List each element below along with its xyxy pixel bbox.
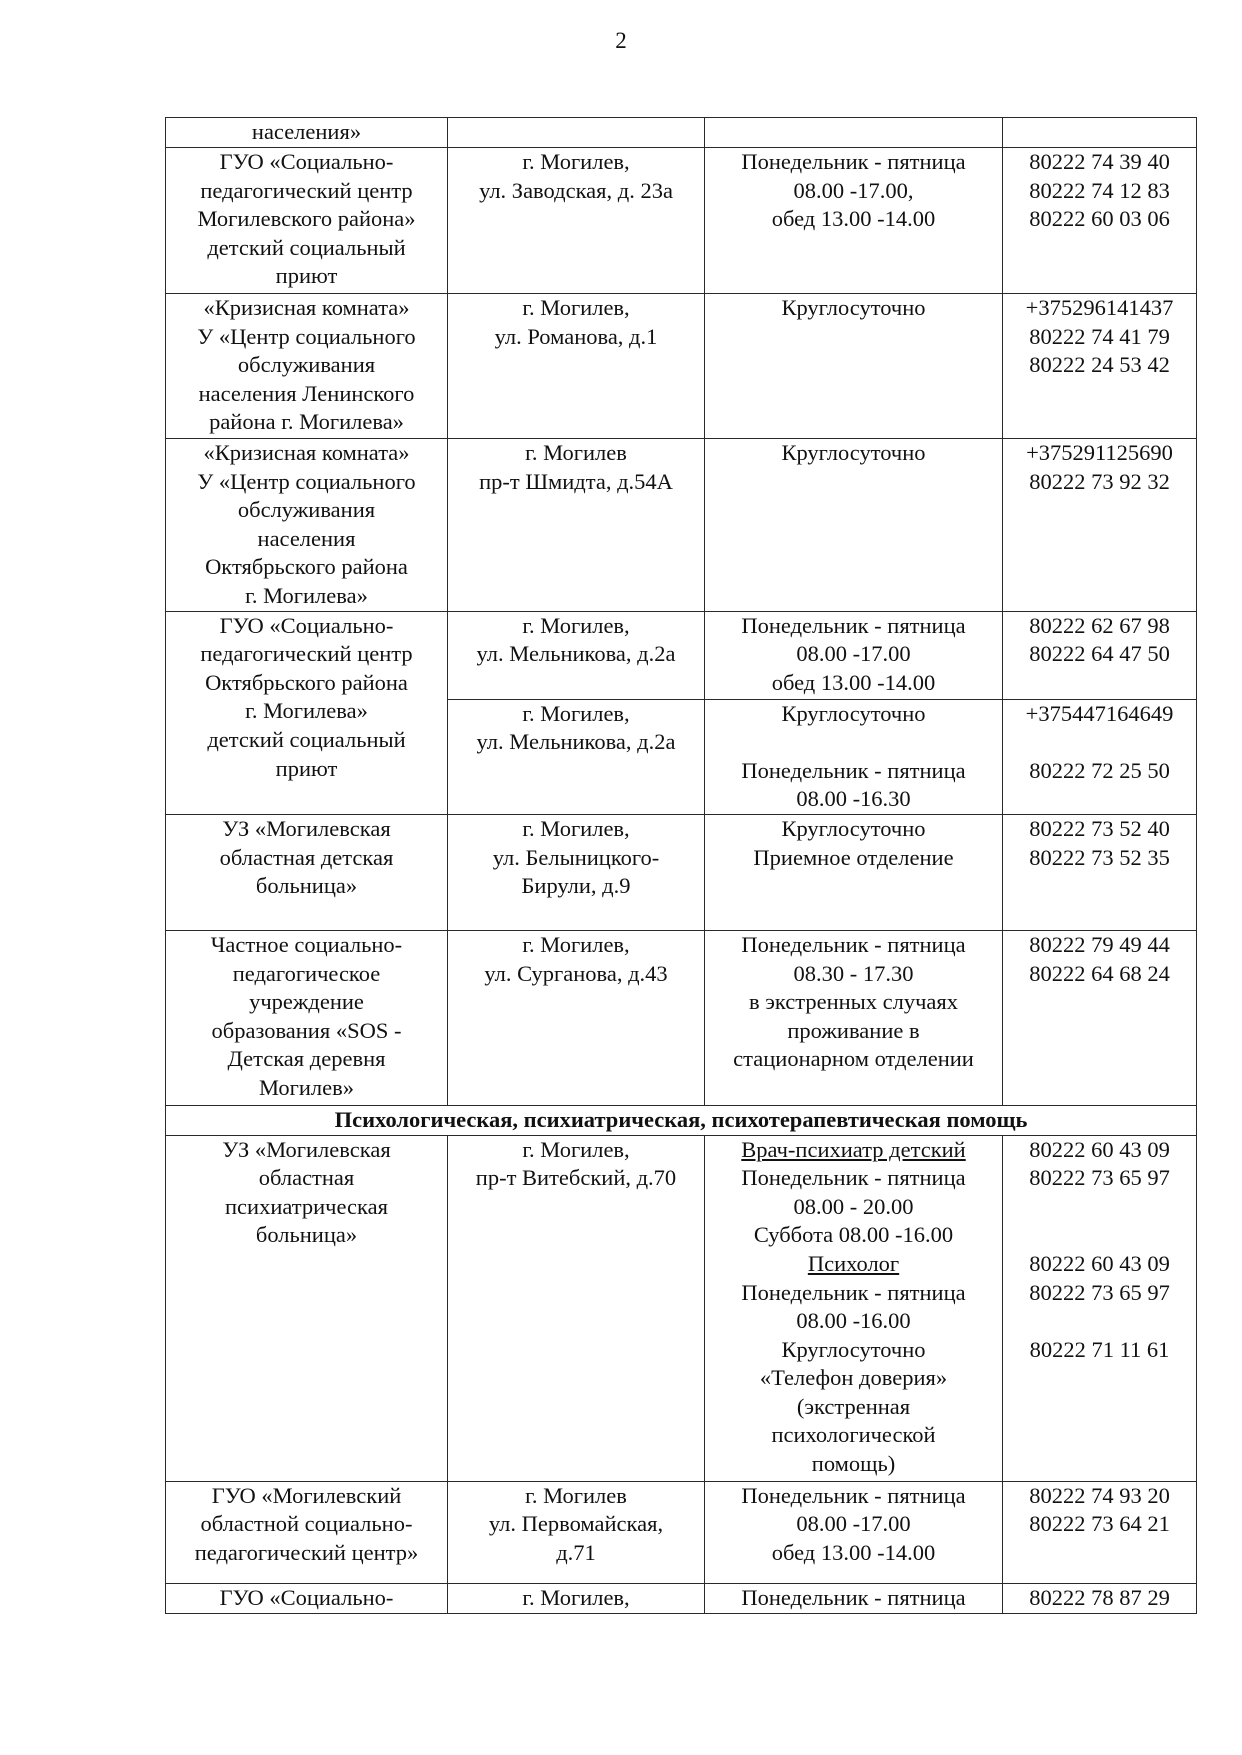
address-cell-line: ул. Мельникова, д.2а: [476, 641, 676, 667]
address-cell-line: Бирули, д.9: [521, 873, 631, 899]
organization-cell-line: областная: [258, 1165, 355, 1191]
organization-cell-line: населения Ленинского: [198, 380, 415, 406]
phones-cell-line: 80222 73 64 21: [1029, 1511, 1170, 1537]
phones-cell-line: 80222 62 67 98: [1029, 612, 1170, 638]
phones-cell-line: 80222 64 47 50: [1029, 641, 1170, 667]
hours-cell: [705, 699, 1003, 814]
address-cell-line: ул. Заводская, д. 23а: [479, 177, 673, 203]
organization-cell-line: больница»: [255, 1222, 358, 1248]
address-cell-line: г. Могилев: [525, 440, 627, 465]
hours-cell-line: Понедельник - пятница: [741, 1279, 966, 1305]
hours-cell: [705, 930, 1003, 1105]
hours-cell-line: «Телефон доверия»: [759, 1365, 948, 1391]
organization-cell-line: областная детская: [219, 844, 394, 870]
hours-cell-line: обед 13.00 -14.00: [771, 1539, 936, 1565]
hours-cell: [705, 611, 1003, 699]
hours-cell-line: 08.00 -16.00: [796, 1308, 911, 1334]
organization-cell-line: больница»: [255, 873, 358, 899]
hours-cell-line: (экстренная: [796, 1393, 911, 1419]
phones-cell: [1003, 1583, 1197, 1613]
organization-cell-line: У «Центр социального: [197, 468, 416, 494]
hours-cell-line: помощь): [811, 1451, 896, 1477]
hours-cell-line: Круглосуточно: [781, 440, 926, 465]
phones-cell: [1003, 814, 1197, 930]
hours-cell-line: Психолог: [807, 1250, 900, 1276]
section-header-row: [166, 1105, 1197, 1135]
organization-cell-line: детский социальный: [207, 726, 406, 752]
hours-cell-line: Круглосуточно: [781, 815, 926, 841]
organization-cell-line: Могилев»: [258, 1074, 355, 1100]
organization-cell-line: психиатрическая: [225, 1193, 388, 1219]
address-cell: [448, 699, 705, 814]
phones-cell-line: +375291125690: [1026, 440, 1173, 465]
address-cell: [448, 611, 705, 699]
address-cell: [448, 814, 705, 930]
phones-cell-line: 80222 74 41 79: [1029, 323, 1170, 349]
organization-cell-line: приют: [275, 755, 338, 781]
table-row: [166, 814, 1197, 930]
blank-line: [1007, 1307, 1192, 1336]
address-cell-line: ул. Романова, д.1: [494, 323, 658, 349]
address-cell-line: г. Могилев: [525, 1482, 627, 1508]
address-cell-line: г. Могилев,: [522, 1136, 630, 1162]
phones-cell-line: 80222 60 03 06: [1029, 206, 1170, 232]
organization-cell: [166, 1135, 448, 1481]
organization-cell-line: населения»: [251, 119, 362, 144]
organization-cell-line: образования «SOS -: [211, 1017, 402, 1043]
organization-cell: [166, 611, 448, 814]
organization-cell-line: У «Центр социального: [197, 323, 416, 349]
blank-line: [1007, 1221, 1192, 1250]
hours-cell: [705, 294, 1003, 439]
address-cell-line: г. Могилев,: [522, 612, 630, 638]
table-row: [166, 294, 1197, 439]
table-row: [166, 1481, 1197, 1583]
blank-line: [1007, 1193, 1192, 1222]
hours-cell-line: Круглосуточно: [781, 295, 926, 320]
phones-cell-line: 80222 79 49 44: [1029, 931, 1170, 957]
phones-cell-line: 80222 73 65 97: [1029, 1165, 1170, 1191]
phones-cell: [1003, 294, 1197, 439]
phones-cell-line: 80222 78 87 29: [1029, 1584, 1170, 1610]
phones-cell-line: 80222 74 93 20: [1029, 1482, 1170, 1508]
phones-cell-line: 80222 74 39 40: [1029, 149, 1170, 174]
organization-cell-line: обслуживания: [237, 352, 376, 378]
hours-cell-line: Понедельник - пятница: [741, 931, 966, 957]
organization-cell: [166, 1583, 448, 1613]
table-row: [166, 1583, 1197, 1613]
phones-cell: [1003, 439, 1197, 612]
organization-cell-line: детский социальный: [207, 234, 406, 260]
organization-cell-line: педагогический центр»: [194, 1539, 419, 1565]
phones-cell: [1003, 118, 1197, 148]
hours-cell-line: 08.00 - 20.00: [793, 1193, 914, 1219]
organization-cell-line: ГУО «Могилевский: [211, 1482, 402, 1508]
organization-cell: [166, 439, 448, 612]
hours-cell-line: Понедельник - пятница: [741, 1584, 966, 1610]
organization-cell-line: приют: [275, 263, 338, 289]
phones-cell-line: +375447164649: [1025, 700, 1174, 726]
hours-cell: [705, 118, 1003, 148]
hours-cell-line: 08.00 -17.00,: [793, 177, 914, 203]
address-cell-line: г. Могилев,: [522, 149, 630, 174]
phones-cell: [1003, 1481, 1197, 1583]
table-row: [166, 930, 1197, 1105]
phones-cell-line: 80222 60 43 09: [1029, 1250, 1170, 1276]
hours-cell: [705, 439, 1003, 612]
phones-cell-line: 80222 73 65 97: [1029, 1279, 1170, 1305]
organization-cell-line: областной социально-: [200, 1511, 413, 1537]
address-cell-line: г. Могилев,: [522, 295, 630, 320]
phones-cell-line: 80222 64 68 24: [1029, 960, 1170, 986]
table-row: [166, 611, 1197, 699]
organization-cell-line: «Кризисная комната»: [203, 440, 410, 465]
organization-cell-line: ГУО «Социально-: [219, 612, 394, 638]
organization-cell-line: Октябрьского района: [205, 554, 408, 580]
organization-cell: [166, 294, 448, 439]
organization-cell-line: г. Могилева»: [245, 582, 368, 608]
address-cell-line: пр-т Витебский, д.70: [475, 1165, 677, 1191]
organization-cell: [166, 1481, 448, 1583]
address-cell: [448, 118, 705, 148]
blank-line: [1007, 728, 1192, 757]
phones-cell: [1003, 1135, 1197, 1481]
hours-cell-line: проживание в: [787, 1017, 920, 1043]
phones-cell-line: 80222 73 92 32: [1029, 468, 1170, 494]
hours-cell-line: Понедельник - пятница: [741, 1482, 966, 1508]
hours-cell-line: Понедельник - пятница: [741, 1165, 966, 1191]
hours-cell-line: Понедельник - пятница: [741, 149, 966, 174]
hours-cell-line: 08.00 -17.00: [796, 641, 911, 667]
organization-cell: [166, 118, 448, 148]
hours-cell-line: Врач-психиатр детский: [741, 1136, 966, 1162]
hours-cell-line: в экстренных случаях: [748, 989, 959, 1015]
address-cell: [448, 1481, 705, 1583]
hours-cell-line: 08.00 -16.30: [796, 786, 911, 812]
hours-cell-line: обед 13.00 -14.00: [771, 206, 936, 232]
address-cell: [448, 1583, 705, 1613]
phones-cell-line: 80222 73 52 40: [1029, 815, 1170, 841]
hours-cell-line: психологической: [771, 1422, 936, 1448]
address-cell: [448, 148, 705, 294]
organization-cell-line: «Кризисная комната»: [203, 295, 410, 320]
address-cell-line: пр-т Шмидта, д.54А: [479, 468, 673, 494]
table-row: [166, 118, 1197, 148]
organization-cell: [166, 930, 448, 1105]
phones-cell: [1003, 930, 1197, 1105]
organization-cell-line: Частное социально-: [210, 931, 403, 957]
organization-cell-line: Октябрьского района: [205, 669, 408, 695]
page-number: 2: [615, 28, 627, 53]
phones-cell-line: 80222 72 25 50: [1029, 757, 1170, 783]
address-cell: [448, 1135, 705, 1481]
address-cell-line: ул. Белыницкого-: [492, 844, 660, 870]
hours-cell-line: Понедельник - пятница: [741, 612, 966, 638]
address-cell-line: г. Могилев,: [522, 700, 630, 726]
phones-cell: [1003, 148, 1197, 294]
organization-cell: [166, 814, 448, 930]
phones-cell: [1003, 699, 1197, 814]
address-cell-line: ул. Сурганова, д.43: [484, 960, 668, 986]
hours-cell-line: Круглосуточно: [781, 700, 926, 726]
hours-cell-line: 08.00 -17.00: [796, 1511, 911, 1537]
table-row: [166, 148, 1197, 294]
organization-cell-line: ГУО «Социально-: [219, 1584, 394, 1610]
address-cell-line: ул. Мельникова, д.2а: [476, 729, 676, 755]
hours-cell-line: стационарном отделении: [733, 1046, 974, 1072]
hours-cell-line: 08.30 - 17.30: [793, 960, 914, 986]
address-cell-line: д.71: [556, 1539, 596, 1565]
address-cell: [448, 439, 705, 612]
phones-cell-line: 80222 74 12 83: [1029, 177, 1170, 203]
address-cell-line: ул. Первомайская,: [488, 1511, 664, 1537]
organization-cell-line: ГУО «Социально-: [219, 149, 394, 174]
organization-cell-line: педагогический центр: [200, 177, 413, 203]
organization-cell-line: Детская деревня: [227, 1046, 386, 1072]
hours-cell: [705, 148, 1003, 294]
address-cell-line: г. Могилев,: [522, 815, 630, 841]
address-cell: [448, 930, 705, 1105]
organization-cell-line: учреждение: [249, 989, 364, 1015]
hours-cell: [705, 1583, 1003, 1613]
organization-cell-line: г. Могилева»: [245, 698, 368, 724]
phones-cell-line: 80222 60 43 09: [1029, 1136, 1170, 1162]
organization-cell-line: педагогический центр: [200, 641, 413, 667]
organization-cell-line: УЗ «Могилевская: [222, 1136, 391, 1162]
table-row: [166, 1135, 1197, 1481]
phones-cell-line: 80222 24 53 42: [1029, 352, 1170, 378]
phones-cell-line: +375296141437: [1025, 295, 1174, 320]
address-cell-line: г. Могилев,: [522, 1584, 630, 1610]
hours-cell: [705, 814, 1003, 930]
hours-cell: [705, 1135, 1003, 1481]
organization-cell-line: Могилевского района»: [197, 206, 416, 232]
phones-cell-line: 80222 73 52 35: [1029, 844, 1170, 870]
hours-cell-line: Понедельник - пятница: [741, 757, 966, 783]
hours-cell-line: Круглосуточно: [781, 1336, 926, 1362]
phones-cell: [1003, 611, 1197, 699]
section-title: Психологическая, психиатрическая, психотерапевтическая помощь: [166, 1105, 1197, 1135]
hours-cell-line: Приемное отделение: [753, 844, 954, 870]
table-row: [166, 439, 1197, 612]
organization-cell-line: УЗ «Могилевская: [222, 815, 391, 841]
address-cell-line: г. Могилев,: [522, 931, 630, 957]
organization-cell-line: обслуживания: [237, 497, 376, 523]
organization-cell: [166, 148, 448, 294]
organization-cell-line: района г. Могилева»: [209, 409, 404, 435]
phones-cell-line: 80222 71 11 61: [1029, 1336, 1170, 1362]
organization-cell-line: населения: [257, 525, 356, 551]
hours-cell-line: Суббота 08.00 -16.00: [753, 1222, 954, 1248]
address-cell: [448, 294, 705, 439]
blank-line: [709, 728, 998, 757]
hours-cell: [705, 1481, 1003, 1583]
organization-cell-line: педагогическое: [232, 960, 381, 986]
contacts-table: [165, 117, 1197, 1614]
hours-cell-line: обед 13.00 -14.00: [771, 669, 936, 695]
